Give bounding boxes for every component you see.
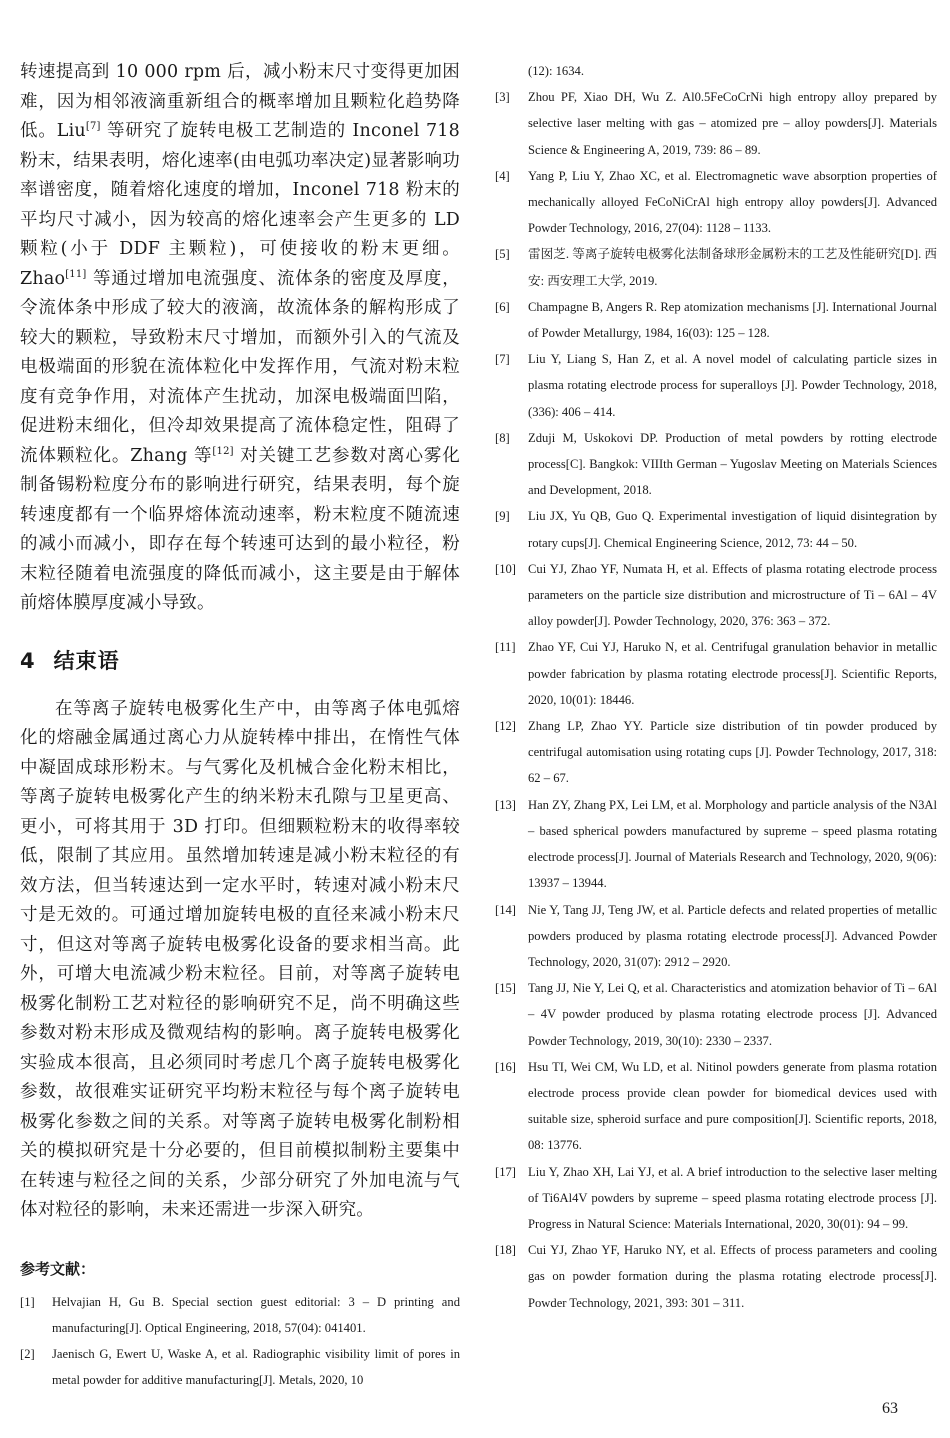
reference-item: [9] Liu JX, Yu QB, Guo Q. Experimental investigation of liquid disintegration by rotary cups[J]. Chemical Engineering Science, 2012, 73: 44 – 50. — [495, 509, 937, 550]
reference-item: [10] Cui YJ, Zhao YF, Numata H, et al. Effects of plasma rotating electrode process parameters on the particle size distribution and microstructure of Ti – 6Al – 4V alloy powder[J]. Powder Technology, 2020, 376: 363 – 372. — [495, 561, 937, 629]
reference-item: [7] Liu Y, Liang S, Han Z, et al. A novel model of calculating particle sizes in plasma rotating electrode process for superalloys [J]. Powder Technology, 2018, (336): 406 – 414. — [495, 352, 937, 419]
reference-item: [4] Yang P, Liu Y, Zhao XC, et al. Electromagnetic wave absorption properties of mechanically alloyed FeCoNiCrAl high entropy alloy powders[J]. Advanced Powder Technology, 2016, 27(04): 1128 – 1133. — [495, 168, 937, 236]
section-heading — [20, 645, 460, 675]
reference-item: [18] Cui YJ, Zhao YF, Haruko NY, et al. Effects of process parameters and cooling gas on powder formation during the plasma rotating electrode process[J]. Powder Technology, 2021, 393: 301 – 311. — [495, 1243, 937, 1310]
right-column — [495, 58, 937, 1316]
reference-item: [12] Zhang LP, Zhao YY. Particle size distribution of tin powder produced by centrifugal automisation using rotating cups [J]. Powder Technology, 2017, 318: 62 – 67. — [495, 719, 937, 786]
reference-item: [11] Zhao YF, Cui YJ, Haruko N, et al. Centrifugal granulation behavior in metallic powder fabrication by plasma rotating electrode process[J]. Scientific Reports, 2020, 10(01): 18446. — [495, 640, 937, 707]
references-list-left — [20, 1289, 460, 1394]
citation-superscript: [11] — [65, 268, 87, 280]
reference-item: [6] Champagne B, Angers R. Rep atomization mechanisms [J]. International Journal of Powder Metallurgy, 1984, 16(03): 125 – 128. — [495, 299, 937, 341]
reference-item: [8] Zduji M, Uskokovi DP. Production of metal powders by rotting electrode process[C]. Bangkok: VIIIth German – Yugoslav Meeting on Materials Sciences and Development, 2018. — [495, 430, 937, 498]
reference-item: [17] Liu Y, Zhao XH, Lai YJ, et al. A brief introduction to the selective laser melting of Ti6Al4V powders by supreme – speed plasma rotating electrode process [J]. Progress in Natural Science: Materials International, 2020, 30(01): 94 – 99. — [495, 1164, 937, 1231]
reference-item: [5] 雷囡芝. 等离子旋转电极雾化法制备球形金属粉末的工艺及性能研究[D]. 西安: 西安理工大学, 2019. — [495, 247, 937, 288]
reference-item: [2] Jaenisch G, Ewert U, Waske A, et al. Radiographic visibility limit of pores in metal powder for additive manufacturing[J]. Metals, 2020, 10 — [20, 1346, 460, 1388]
reference-item: [3] Zhou PF, Xiao DH, Wu Z. Al0.5FeCoCrNi high entropy alloy prepared by selective laser melting with gas – atomized pre – alloy powders[J]. Materials Science & Engineering A, 2019, 739: 86 – 89. — [495, 90, 937, 157]
citation-superscript: [7] — [85, 121, 101, 133]
reference-item: [16] Hsu TI, Wei CM, Wu LD, et al. Nitinol powders generate from plasma rotation electrode process provide clean powder for biomedical devices used with suitable size, spheroid surface and pure composition[J]. Scientific reports, 2018, 08: 13776. — [495, 1059, 937, 1153]
citation-superscript: [12] — [212, 445, 234, 457]
reference-item: [15] Tang JJ, Nie Y, Lei Q, et al. Characteristics and atomization behavior of Ti – 6Al – 4V powder produced by plasma rotating electrode process [J]. Advanced Powder Technology, 2019, 30(10): 2330 – 2337. — [495, 981, 937, 1048]
reference-item: [13] Han ZY, Zhang PX, Lei LM, et al. Morphology and particle analysis of the N3Al – based spherical powders manufactured by supreme – speed plasma rotating electrode process[J]. Journal of Materials Research and Technology, 2020, 9(06): 13937 – 13944. — [495, 797, 937, 891]
references-heading: 参考文献： — [20, 1259, 96, 1278]
section-title: 结束语 — [53, 648, 120, 673]
section-number: 4 — [20, 648, 36, 673]
left-column — [20, 58, 460, 1393]
body-paragraph-2: 在等离子旋转电极雾化生产中，由等离子体电弧熔化的熔融金属通过离心力从旋转棒中排出，在惰性气体中凝固成球形粉末。与气雾化及机械合金化粉末相比，等离子旋转电极雾化产生的纳米粉末孔隙与卫星更高、更小，可将其用于 3D 打印。但细颗粒粉末的收得率较低，限制了其应用。虽然增加转速是减小粉末粒径的有效方法，但当转速达到一定水平时，转速对减小粉末尺寸是无效的。可通过增加旋转电极的直径来减小粉末尺寸，但这对等离子旋转电极雾化设备的要求相当高。此外，可增大电流减少粉末粒径。目前，对等离子旋转电极雾化制粉工艺对粒径的影响研究不足，尚不明确这些参数对粉末形成及微观结构的影响。离子旋转电极雾化实验成本很高，且必须同时考虑几个离子旋转电极雾化参数，故很难实证研究平均粉末粒径与每个离子旋转电极雾化参数之间的关系。对等离子旋转电极雾化制粉相关的模拟研究是十分必要的，但目前模拟制粉主要集中在转速与粒径之间的关系，少部分研究了外加电流与气体对粒径的影响，未来还需进一步深入研究。 — [20, 698, 460, 1220]
reference-item: [1] Helvajian H, Gu B. Special section guest editorial: 3 – D printing and manufacturing[J]. Optical Engineering, 2018, 57(04): 041401. — [20, 1294, 460, 1335]
body-paragraph-1: 转速提高到 10 000 rpm 后，减小粉末尺寸变得更加困难，因为相邻液滴重新组合的概率增加且颗粒化趋势降低。Liu[7] 等研究了旋转电极工艺制造的 Inconel 718 粉末，结果表明，熔化速率(由电弧功率决定)显著影响功率谱密度，随着熔化速度的增加，Inconel 718 粉末的平均尺寸减小，因为较高的熔化速率会产生更多的 LD 颗粒(小于 DDF 主颗粒)，可使接收的粉末更细。Zhao[11] 等通过增加电流强度、流体条的密度及厚度，令流体条中形成了较大的液滴，故流体条的解构形成了较大的颗粒，导致粉末尺寸增加，而额外引入的气流及电极端面的形貌在流体粒化中发挥作用，气流对粉末粒度有竞争作用，对流体产生扰动，加深电极端面凹陷，促进粉末细化，但冷却效果提高了流体稳定性，阻碍了流体颗粒化。Zhang 等[12] 对关键工艺参数对离心雾化制备锡粉粒度分布的影响进行研究，结果表明，每个旋转速度都有一个临界熔体流动速率，粉末粒度不随流速的减小而减小，即存在每个转速可达到的最小粒径，粉末粒径随着电流强度的降低而减小，这主要是由于解体前熔体膜厚度减小导致。 — [20, 62, 460, 613]
reference-item: [14] Nie Y, Tang JJ, Teng JW, et al. Particle defects and related properties of metallic powders produced by plasma rotating electrode process[J]. Advanced Powder Technology, 2020, 31(07): 2912 – 2920. — [495, 902, 937, 969]
page-number: 63 — [882, 1400, 898, 1417]
reference-continuation: (12): 1634. — [528, 64, 584, 78]
